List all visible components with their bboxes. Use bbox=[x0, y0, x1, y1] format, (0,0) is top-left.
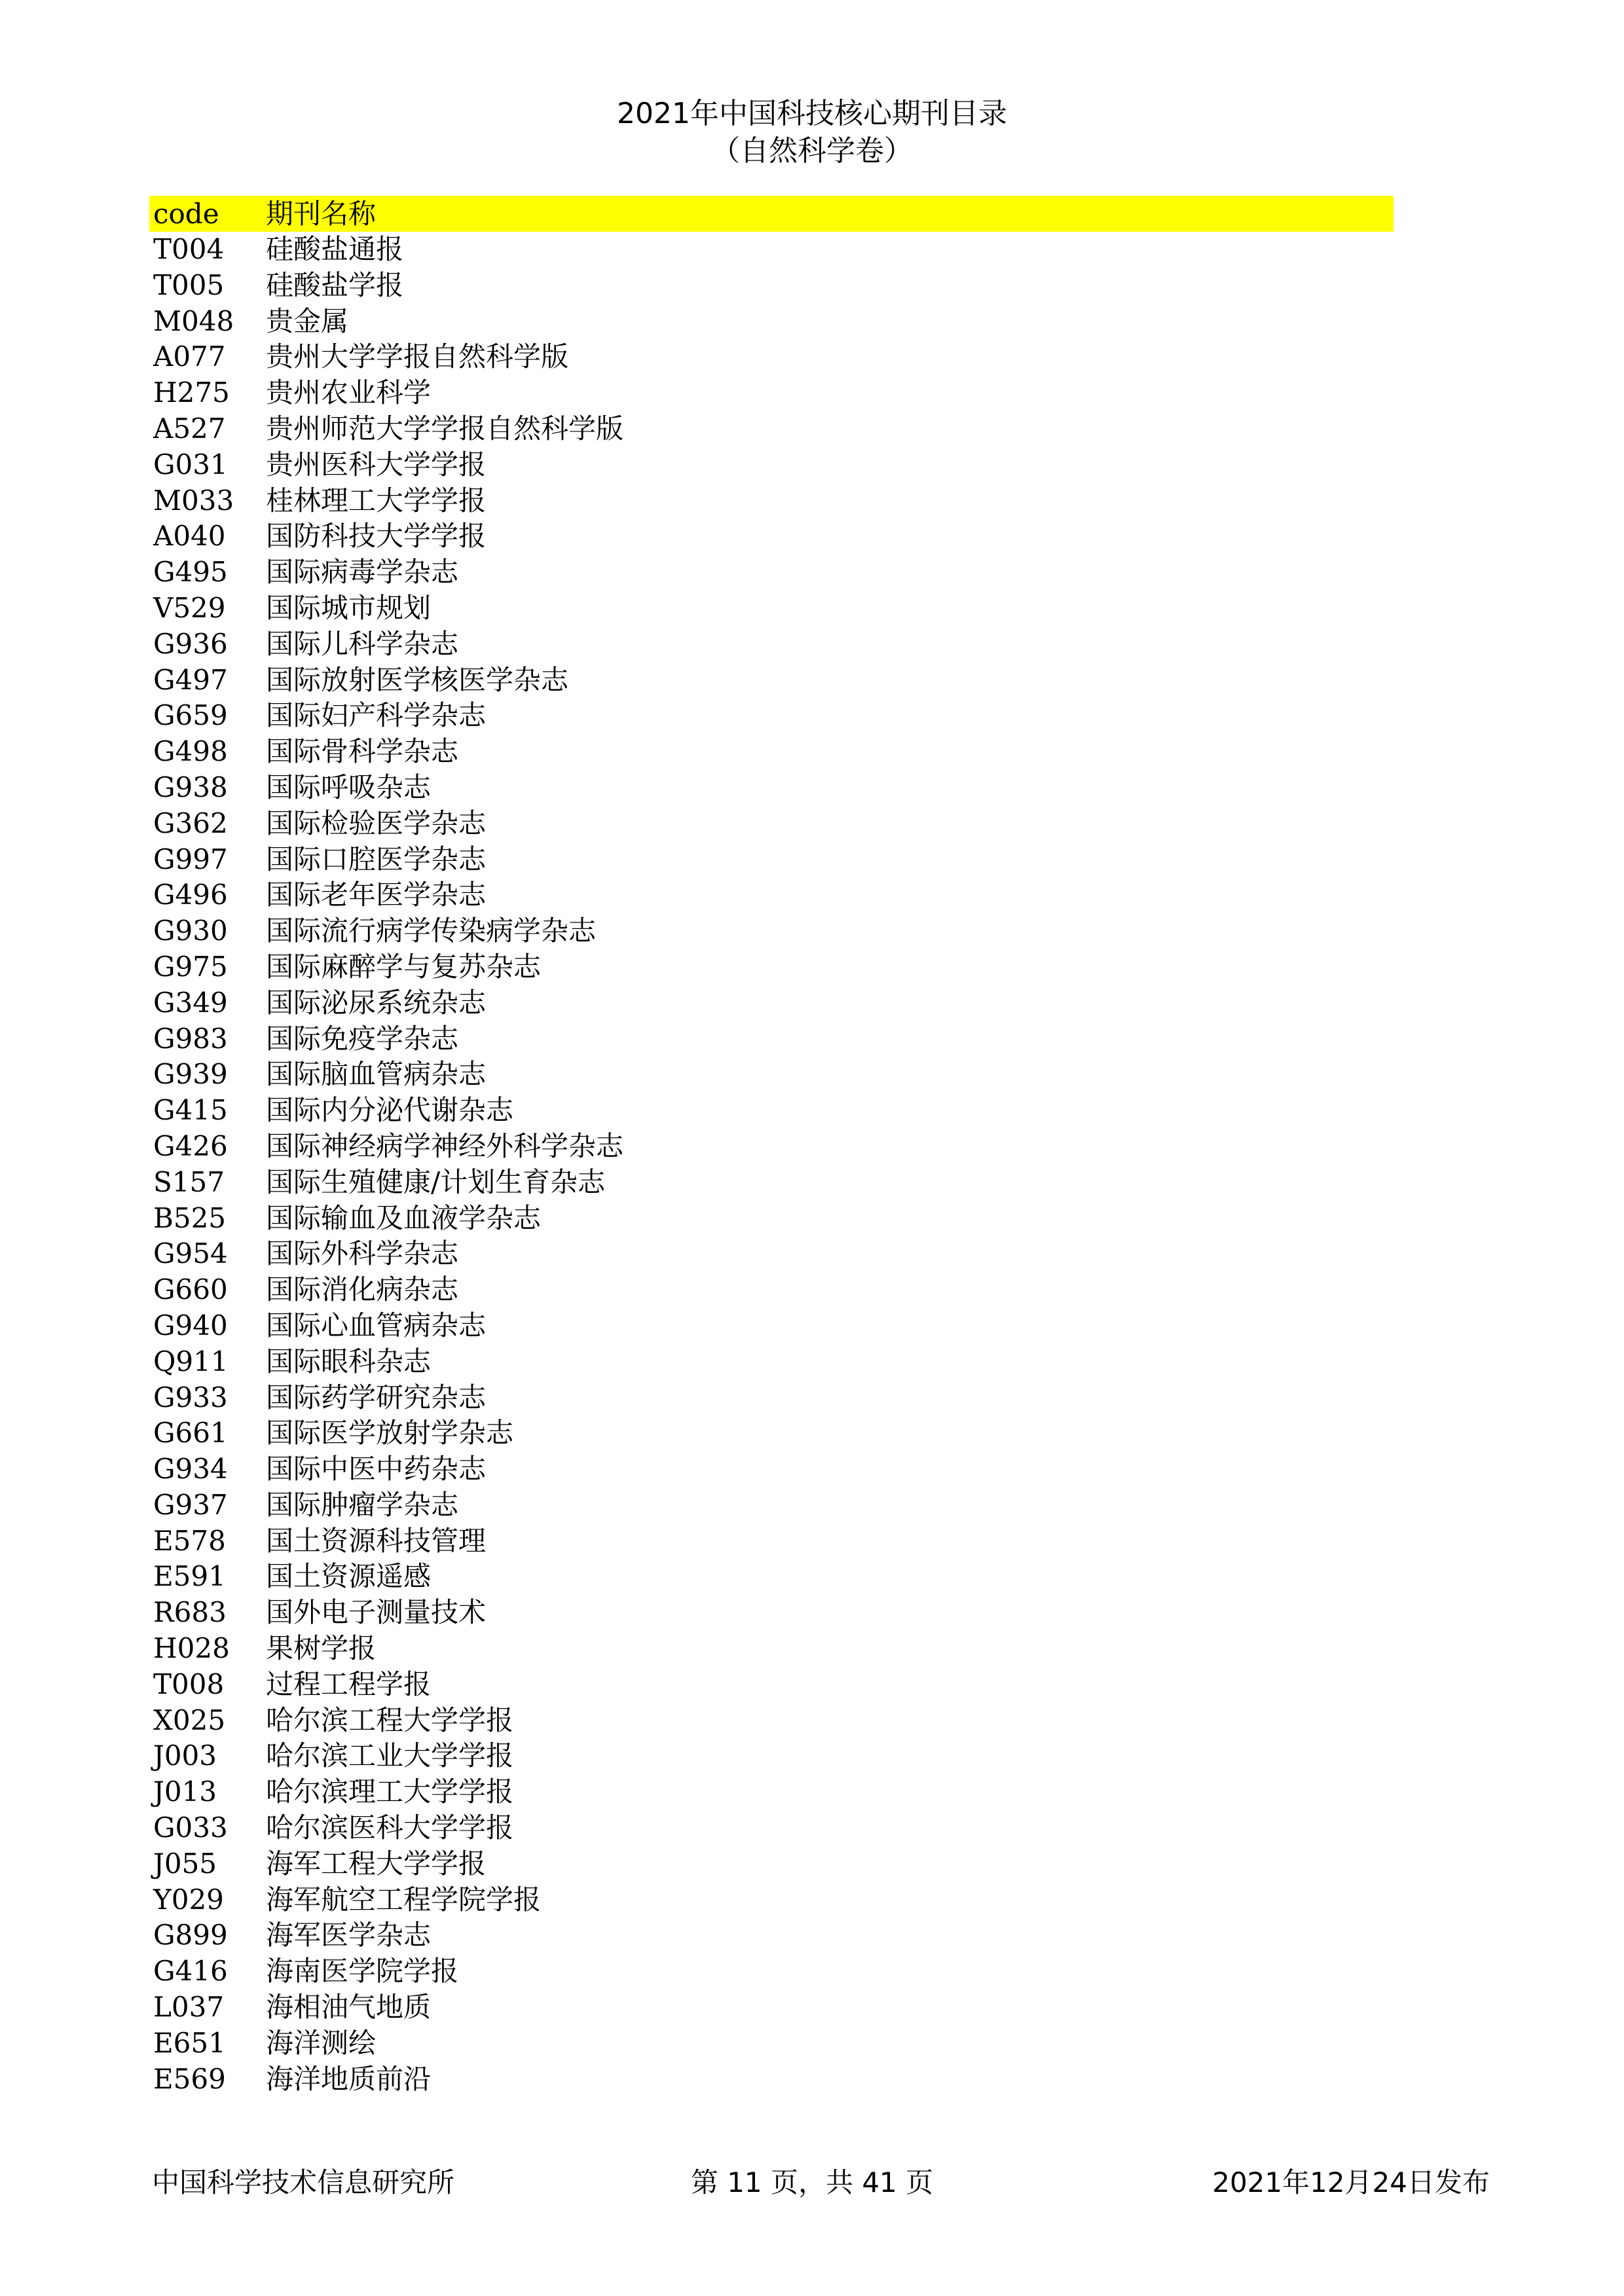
journal-code: E591 bbox=[153, 1560, 226, 1593]
journal-code: G930 bbox=[153, 915, 228, 947]
journal-code: A040 bbox=[153, 520, 226, 553]
footer-publisher: 中国科学技术信息研究所 bbox=[152, 2166, 455, 2198]
journal-name: 国际消化病杂志 bbox=[266, 1273, 459, 1306]
journal-name: 国际骨科学杂志 bbox=[266, 735, 459, 768]
journal-name: 硅酸盐通报 bbox=[266, 233, 404, 265]
journal-name: 国际儿科学杂志 bbox=[266, 627, 459, 660]
journal-name: 贵州医科大学学报 bbox=[266, 448, 487, 481]
header-name: 期刊名称 bbox=[266, 198, 377, 230]
journal-code: G362 bbox=[153, 807, 228, 839]
journal-code: S157 bbox=[153, 1165, 225, 1198]
journal-name: 国际流行病学传染病学杂志 bbox=[266, 915, 597, 947]
journal-name: 国外电子测量技术 bbox=[266, 1596, 487, 1629]
journal-code: G496 bbox=[153, 879, 228, 911]
journal-name: 国土资源科技管理 bbox=[266, 1524, 487, 1557]
journal-name: 国际中医中药杂志 bbox=[266, 1453, 487, 1485]
journal-code: Q911 bbox=[153, 1345, 229, 1377]
journal-name: 国际心血管病杂志 bbox=[266, 1309, 487, 1341]
journal-code: L037 bbox=[153, 1991, 225, 2024]
journal-code: A527 bbox=[153, 412, 226, 445]
journal-code: E578 bbox=[153, 1524, 226, 1557]
journal-name: 国际麻醉学与复苏杂志 bbox=[266, 950, 542, 983]
journal-code: G975 bbox=[153, 950, 228, 983]
journal-code: X025 bbox=[153, 1704, 226, 1736]
journal-code: J013 bbox=[153, 1776, 217, 1808]
journal-code: M048 bbox=[153, 304, 234, 337]
journal-name: 贵州农业科学 bbox=[266, 376, 432, 409]
journal-name: 国际脑血管病杂志 bbox=[266, 1058, 487, 1091]
journal-code: G495 bbox=[153, 556, 228, 589]
journal-name: 国际神经病学神经外科学杂志 bbox=[266, 1129, 624, 1162]
journal-code: Y029 bbox=[153, 1883, 224, 1916]
journal-name: 硅酸盐学报 bbox=[266, 268, 404, 301]
journal-code: J003 bbox=[153, 1740, 217, 1772]
journal-code: V529 bbox=[153, 591, 226, 624]
journal-code: G033 bbox=[153, 1812, 228, 1844]
journal-code: E569 bbox=[153, 2062, 226, 2095]
journal-code: G349 bbox=[153, 986, 228, 1019]
page-subtitle: （自然科学卷） bbox=[711, 134, 913, 168]
page-title: 2021年中国科技核心期刊目录 bbox=[617, 97, 1007, 130]
journal-code: G497 bbox=[153, 663, 228, 696]
journal-name: 国际生殖健康/计划生育杂志 bbox=[266, 1165, 606, 1198]
journal-code: G031 bbox=[153, 448, 228, 481]
journal-name: 哈尔滨工程大学学报 bbox=[266, 1704, 514, 1736]
journal-name: 国际免疫学杂志 bbox=[266, 1022, 459, 1055]
journal-name: 贵州师范大学学报自然科学版 bbox=[266, 412, 624, 445]
journal-code: G936 bbox=[153, 627, 228, 660]
journal-name: 海洋地质前沿 bbox=[266, 2062, 432, 2095]
journal-name: 国际检验医学杂志 bbox=[266, 807, 487, 839]
journal-code: G661 bbox=[153, 1417, 228, 1449]
journal-code: G983 bbox=[153, 1022, 228, 1055]
journal-code: G415 bbox=[153, 1094, 228, 1127]
journal-code: G934 bbox=[153, 1453, 228, 1485]
journal-code: A077 bbox=[153, 340, 226, 373]
journal-code: G933 bbox=[153, 1381, 228, 1413]
journal-name: 国际病毒学杂志 bbox=[266, 556, 459, 589]
journal-name: 国际城市规划 bbox=[266, 591, 432, 624]
journal-name: 哈尔滨工业大学学报 bbox=[266, 1740, 514, 1772]
journal-name: 海军航空工程学院学报 bbox=[266, 1883, 542, 1916]
journal-name: 海南医学院学报 bbox=[266, 1955, 459, 1988]
journal-code: G938 bbox=[153, 771, 228, 803]
journal-code: T004 bbox=[153, 233, 225, 265]
journal-code: G498 bbox=[153, 735, 228, 768]
journal-name: 国际输血及血液学杂志 bbox=[266, 1201, 542, 1234]
journal-code: B525 bbox=[153, 1201, 227, 1234]
journal-name: 国际口腔医学杂志 bbox=[266, 843, 487, 875]
journal-name: 海军工程大学学报 bbox=[266, 1847, 487, 1880]
journal-code: G426 bbox=[153, 1129, 228, 1162]
journal-code: H275 bbox=[153, 376, 230, 409]
journal-name: 国防科技大学学报 bbox=[266, 520, 487, 553]
journal-code: H028 bbox=[153, 1632, 230, 1665]
journal-code: G937 bbox=[153, 1488, 228, 1521]
journal-code: G659 bbox=[153, 699, 228, 732]
table-header bbox=[149, 196, 1393, 232]
journal-code: M033 bbox=[153, 484, 234, 517]
journal-name: 海洋测绘 bbox=[266, 2026, 377, 2059]
journal-name: 国际妇产科学杂志 bbox=[266, 699, 487, 732]
journal-code: G997 bbox=[153, 843, 228, 875]
journal-name: 果树学报 bbox=[266, 1632, 377, 1665]
journal-name: 国际放射医学核医学杂志 bbox=[266, 663, 569, 696]
journal-code: G954 bbox=[153, 1237, 228, 1270]
journal-name: 国土资源遥感 bbox=[266, 1560, 432, 1593]
journal-name: 桂林理工大学学报 bbox=[266, 484, 487, 517]
journal-name: 海军医学杂志 bbox=[266, 1919, 432, 1952]
journal-name: 国际呼吸杂志 bbox=[266, 771, 432, 803]
journal-name: 国际老年医学杂志 bbox=[266, 879, 487, 911]
journal-name: 国际医学放射学杂志 bbox=[266, 1417, 514, 1449]
journal-name: 国际外科学杂志 bbox=[266, 1237, 459, 1270]
footer-page-number: 第 11 页，共 41 页 bbox=[690, 2166, 934, 2198]
journal-code: J055 bbox=[153, 1847, 217, 1880]
journal-name: 国际药学研究杂志 bbox=[266, 1381, 487, 1413]
journal-name: 国际肿瘤学杂志 bbox=[266, 1488, 459, 1521]
journal-code: E651 bbox=[153, 2026, 226, 2059]
journal-name: 过程工程学报 bbox=[266, 1667, 432, 1700]
header-code: code bbox=[153, 198, 219, 230]
footer-release-date: 2021年12月24日发布 bbox=[1212, 2166, 1490, 2198]
journal-code: G939 bbox=[153, 1058, 228, 1091]
journal-name: 贵州大学学报自然科学版 bbox=[266, 340, 569, 373]
journal-name: 贵金属 bbox=[266, 304, 349, 337]
journal-name: 海相油气地质 bbox=[266, 1991, 432, 2024]
journal-code: G899 bbox=[153, 1919, 228, 1952]
journal-code: R683 bbox=[153, 1596, 227, 1629]
journal-name: 哈尔滨理工大学学报 bbox=[266, 1776, 514, 1808]
journal-code: T005 bbox=[153, 268, 225, 301]
journal-name: 哈尔滨医科大学学报 bbox=[266, 1812, 514, 1844]
journal-name: 国际眼科杂志 bbox=[266, 1345, 432, 1377]
journal-code: G416 bbox=[153, 1955, 228, 1988]
journal-name: 国际内分泌代谢杂志 bbox=[266, 1094, 514, 1127]
journal-code: G660 bbox=[153, 1273, 228, 1306]
journal-code: G940 bbox=[153, 1309, 228, 1341]
journal-code: T008 bbox=[153, 1667, 225, 1700]
journal-name: 国际泌尿系统杂志 bbox=[266, 986, 487, 1019]
